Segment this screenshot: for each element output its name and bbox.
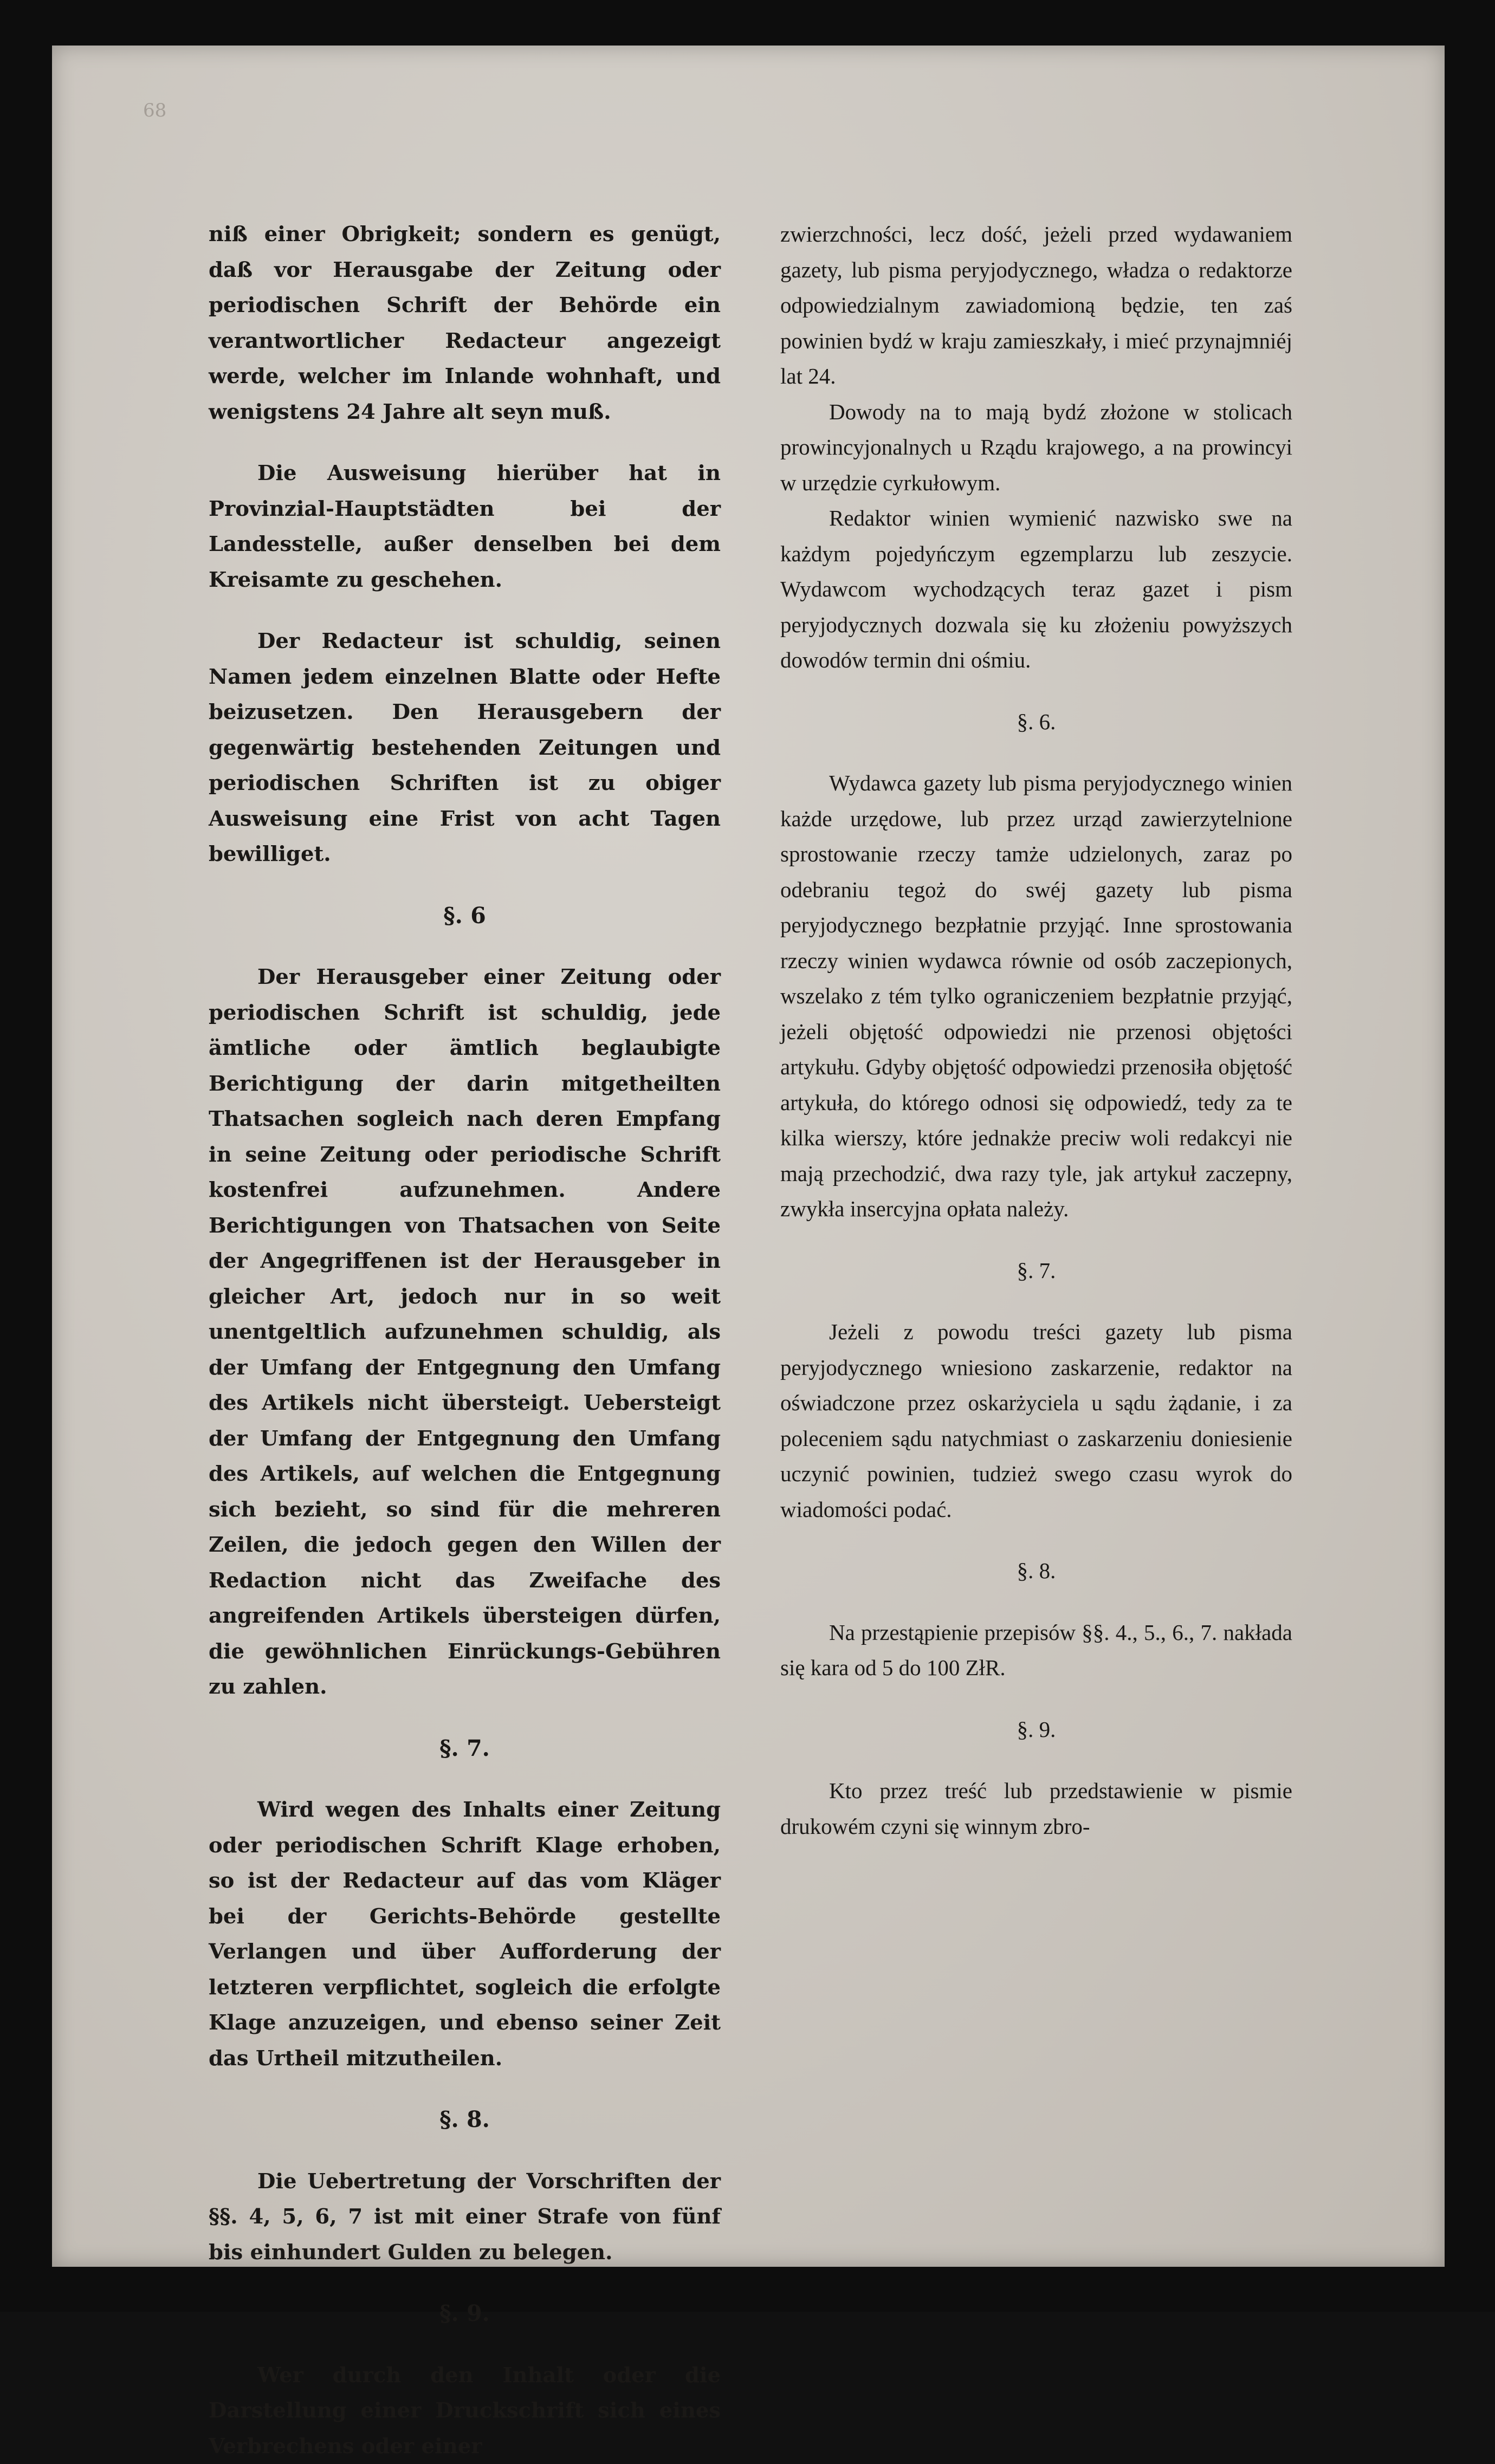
polish-section-9-heading: §. 9. bbox=[780, 1712, 1292, 1748]
german-paragraph-5: Wird wegen des Inhalts einer Zeitung oder periodischen Schrift Klage erhoben, so ist der Redacteur auf das vom Kläger bei der Gerichts-Behörde gestellte Verlangen und über Aufforderung der letzteren verpflichtet, sogleich die erfolgte Klage anzuzeigen, und ebenso seiner Zeit das Urtheil mitzutheilen. bbox=[209, 1792, 721, 2076]
german-paragraph-7: Wer durch den Inhalt oder die Darstellung einer Druckschrift sich eines Verbrechens oder einer bbox=[209, 2358, 721, 2464]
polish-section-8-heading: §. 8. bbox=[780, 1553, 1292, 1589]
german-paragraph-3: Der Redacteur ist schuldig, seinen Namen jedem einzelnen Blatte oder Hefte beizusetzen. Den Herausgebern der gegenwärtig bestehenden Zeitungen und periodischen Schriften ist zu obiger Ausweisung eine Frist von acht Tagen bewilliget. bbox=[209, 624, 721, 872]
polish-column bbox=[780, 217, 1292, 1844]
german-paragraph-2: Die Ausweisung hierüber hat in Provinzial-Hauptstädten bei der Landesstelle, außer denselben bei dem Kreisamte zu geschehen. bbox=[209, 456, 721, 598]
german-section-6-heading: §. 6 bbox=[209, 898, 721, 934]
german-section-8-heading: §. 8. bbox=[209, 2102, 721, 2138]
polish-paragraph-1: zwierzchności, lecz dość, jeżeli przed wydawaniem gazety, lub pisma peryjodycznego, władza o redaktorze odpowiedzialnym zawiadomioną będzie, ten zaś powinien bydź w kraju zamieszkały, i mieć przynajmniéj lat 24. bbox=[780, 217, 1292, 394]
polish-paragraph-6: Na przestąpienie przepisów §§. 4., 5., 6., 7. nakłada się kara od 5 do 100 ZłR. bbox=[780, 1615, 1292, 1686]
page-number: 68 bbox=[143, 100, 166, 121]
german-paragraph-1: niß einer Obrigkeit; sondern es genügt, daß vor Herausgabe der Zeitung oder periodischen Schrift der Behörde ein verantwortlicher Redacteur angezeigt werde, welcher im Inlande wohnhaft, und wenigstens 24 Jahre alt seyn muß. bbox=[209, 217, 721, 430]
german-paragraph-4: Der Herausgeber einer Zeitung oder periodischen Schrift ist schuldig, jede ämtliche oder ämtlich beglaubigte Berichtigung der darin mitgetheilten Thatsachen sogleich nach deren Empfang in seine Zeitung oder periodische Schrift kostenfrei aufzunehmen. Andere Berichtigungen von Thatsachen von Seite der Angegriffenen ist der Herausgeber in gleicher Art, jedoch nur in so weit unentgeltlich aufzunehmen schuldig, als der Umfang der Entgegnung den Umfang des Artikels nicht übersteigt. Uebersteigt der Umfang der Entgegnung den Umfang des Artikels, auf welchen die Entgegnung sich bezieht, so sind für die mehreren Zeilen, die jedoch gegen den Willen der Redaction nicht das Zweifache des angreifenden Artikels übersteigen dürfen, die gewöhnlichen Einrückungs-Gebühren zu zahlen. bbox=[209, 959, 721, 1705]
german-section-9-heading: §. 9. bbox=[209, 2296, 721, 2332]
polish-paragraph-7: Kto przez treść lub przedstawienie w pismie drukowém czyni się winnym zbro- bbox=[780, 1773, 1292, 1844]
german-section-7-heading: §. 7. bbox=[209, 1731, 721, 1767]
polish-paragraph-2: Dowody na to mają bydź złożone w stolicach prowincyjonalnych u Rządu krajowego, a na prowincyi w urzędzie cyrkułowym. bbox=[780, 394, 1292, 501]
polish-paragraph-4: Wydawca gazety lub pisma peryjodycznego winien każde urzędowe, lub przez urząd zawierzytelnione sprostowanie rzeczy tamże udzielonych, zaraz po odebraniu tegoż do swéj gazety lub pisma peryjodycznego bezpłatnie przyjąć. Inne sprostowania rzeczy winien wydawca równie od osób zaczepionych, wszelako z tém tylko ograniczeniem bezpłatnie przyjąć, jeżeli objętość odpowiedzi nie przenosi objętości artykułu. Gdyby objętość odpowiedzi przenosiła objętość artykuła, do którego odnosi się odpowiedź, tedy za te kilka wierszy, które jednakże preciw woli redakcyi nie mają przechodzić, dwa razy tyle, jak artykuł zaczepny, zwykła insercyjna opłata należy. bbox=[780, 766, 1292, 1227]
german-paragraph-6: Die Uebertretung der Vorschriften der §§. 4, 5, 6, 7 ist mit einer Strafe von fünf bis einhundert Gulden zu belegen. bbox=[209, 2164, 721, 2271]
polish-paragraph-3: Redaktor winien wymienić nazwisko swe na każdym pojedyńczym egzemplarzu lub zeszycie. Wydawcom wychodzących teraz gazet i pism peryjodycznych dozwala się ku złożeniu powyższych dowodów termin dni ośmiu. bbox=[780, 501, 1292, 678]
german-column bbox=[209, 217, 721, 2464]
polish-section-6-heading: §. 6. bbox=[780, 704, 1292, 740]
polish-section-7-heading: §. 7. bbox=[780, 1253, 1292, 1289]
polish-paragraph-5: Jeżeli z powodu treści gazety lub pisma peryjodycznego wniesiono zaskarzenie, redaktor na oświadczone przez oskarżyciela u sądu żądanie, i za poleceniem sądu natychmiast o zaskarzeniu doniesienie uczynić powinien, tudzież swego czasu wyrok do wiadomości podać. bbox=[780, 1314, 1292, 1527]
